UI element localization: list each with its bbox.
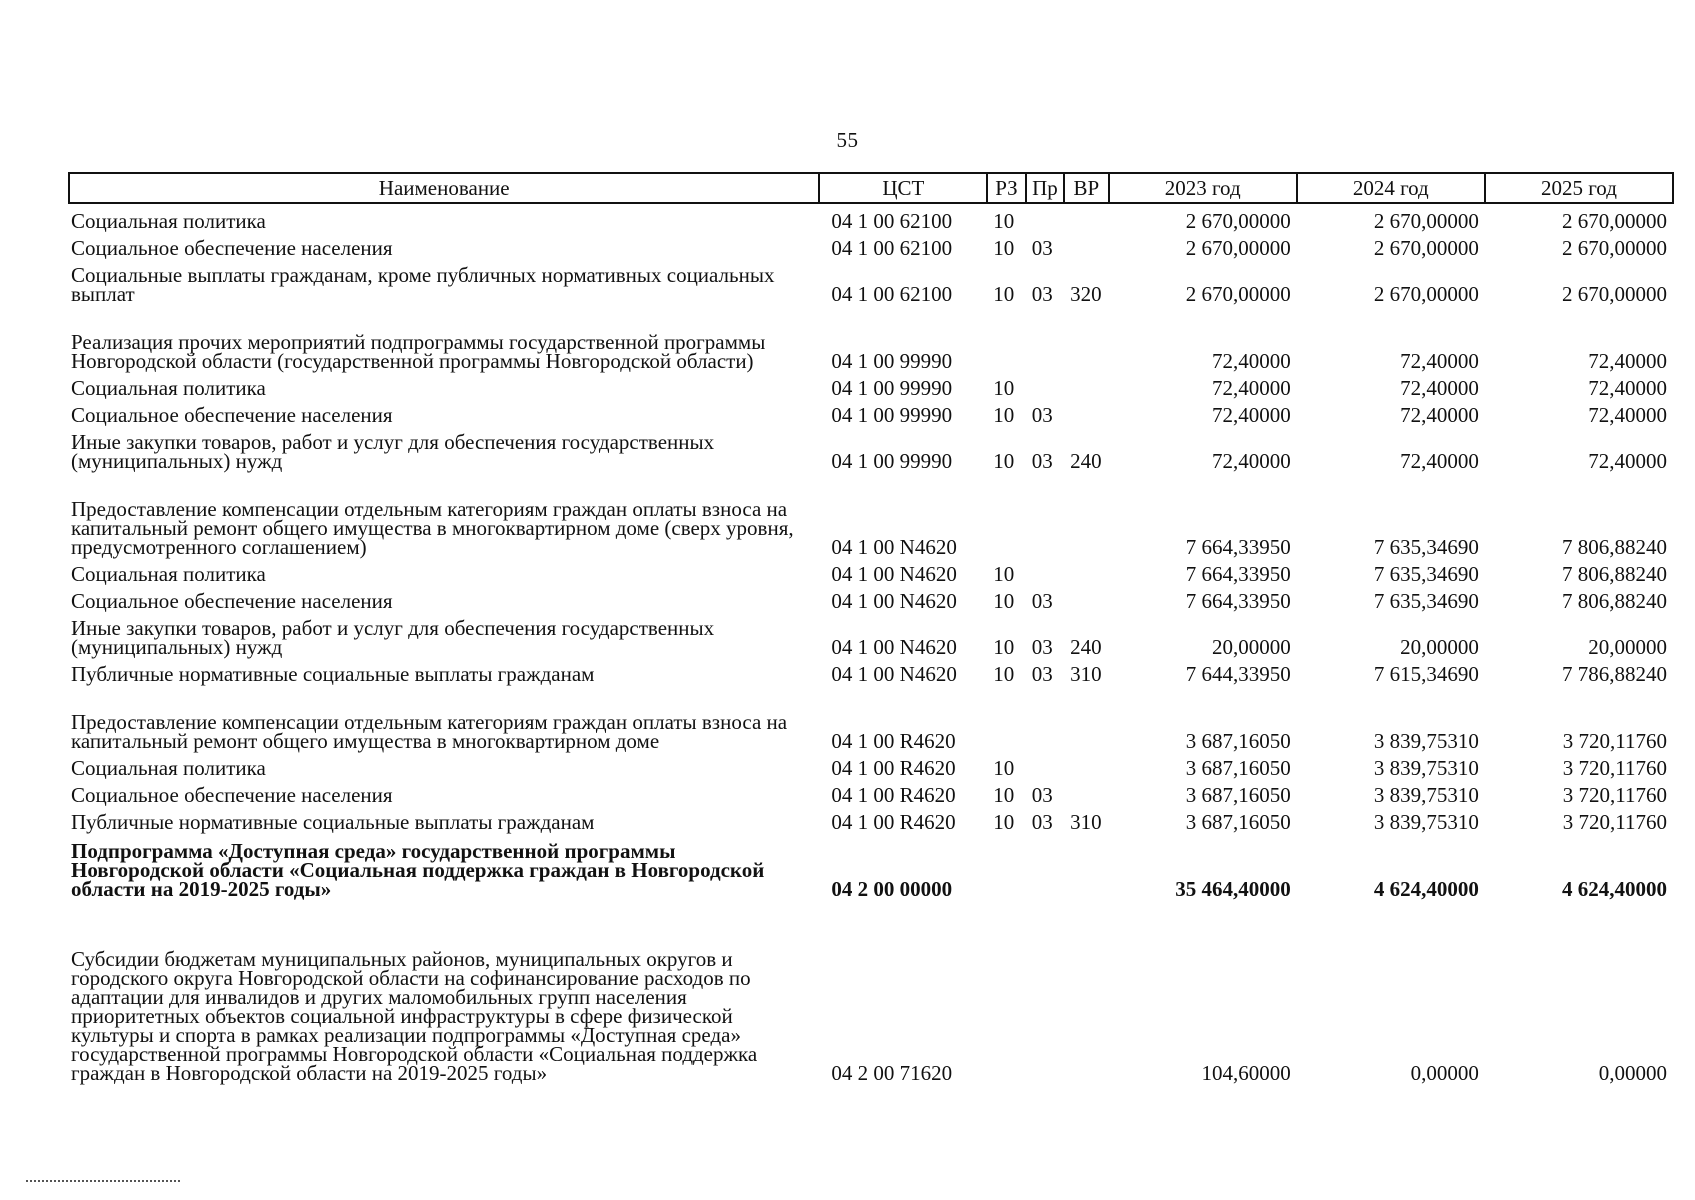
cell-2023: 3 687,16050 <box>1185 756 1291 780</box>
cell-vr: 240 <box>1070 635 1102 659</box>
table-row <box>69 899 1673 1083</box>
cell-2023: 104,60000 <box>1201 1061 1291 1085</box>
cell-2024: 72,40000 <box>1400 449 1479 473</box>
cell-name: Социальная политика <box>71 562 266 586</box>
cell-cst: 04 1 00 R4620 <box>831 810 956 834</box>
cell-vr <box>1064 751 1108 778</box>
cell-2025: 7 806,88240 <box>1562 535 1667 559</box>
header-2024: 2024 год <box>1297 173 1485 203</box>
budget-table <box>68 172 1674 1083</box>
header-rz: РЗ <box>987 173 1025 203</box>
cell-cst: 04 2 00 00000 <box>831 877 953 901</box>
cell-2024: 72,40000 <box>1400 403 1479 427</box>
cell-pr: 03 <box>1031 662 1053 686</box>
cell-2024: 3 839,75310 <box>1373 783 1479 807</box>
cell-pr: 03 <box>1031 282 1053 306</box>
cell-2023: 72,40000 <box>1211 403 1291 427</box>
cell-2025: 3 720,11760 <box>1562 729 1667 753</box>
cell-2024: 3 839,75310 <box>1373 729 1479 753</box>
cell-cst: 04 1 00 R4620 <box>831 783 956 807</box>
cell-vr <box>1064 304 1108 371</box>
header-name: Наименование <box>69 173 819 203</box>
cell-2025: 7 806,88240 <box>1562 589 1667 613</box>
table-row <box>69 778 1673 805</box>
cell-name: Предоставление компенсации отдельным категориям граждан оплаты взноса на капитальный ремонт общего имущества в многоквартирном доме (сверх уровня, предусмотренного соглашением) <box>71 497 794 559</box>
cell-name: Подпрограмма «Доступная среда» государственной программы Новгородской области «Социальная поддержка граждан в Новгородской области на 2019-2025 годы» <box>71 839 765 901</box>
cell-2025: 72,40000 <box>1588 449 1667 473</box>
cell-name: Социальные выплаты гражданам, кроме публичных нормативных социальных выплат <box>71 263 775 306</box>
table-row <box>69 231 1673 258</box>
cell-pr <box>1026 304 1064 371</box>
cell-cst: 04 1 00 99990 <box>831 376 953 400</box>
cell-pr: 03 <box>1031 403 1053 427</box>
cell-cst: 04 1 00 N4620 <box>831 589 957 613</box>
cell-2023: 3 687,16050 <box>1185 783 1291 807</box>
cell-rz <box>987 832 1025 899</box>
cell-name: Реализация прочих мероприятий подпрограммы государственной программы Новгородской области (государственной программы Новгородской области) <box>71 330 766 373</box>
cell-name: Социальная политика <box>71 756 266 780</box>
cell-cst: 04 1 00 R4620 <box>831 729 956 753</box>
cell-pr: 03 <box>1031 449 1053 473</box>
cell-rz: 10 <box>993 589 1015 613</box>
cell-2023: 35 464,40000 <box>1175 877 1291 901</box>
table-row <box>69 557 1673 584</box>
cell-2023: 72,40000 <box>1211 349 1291 373</box>
cell-pr: 03 <box>1031 236 1053 260</box>
cell-vr <box>1064 231 1108 258</box>
cell-2024: 7 635,34690 <box>1373 535 1479 559</box>
cell-pr <box>1026 832 1064 899</box>
cell-2023: 7 664,33950 <box>1185 562 1291 586</box>
table-row <box>69 425 1673 471</box>
cell-name: Предоставление компенсации отдельным категориям граждан оплаты взноса на капитальный ремонт общего имущества в многоквартирном доме <box>71 710 788 753</box>
cell-2025: 3 720,11760 <box>1562 756 1667 780</box>
cell-vr <box>1064 557 1108 584</box>
cell-2025: 2 670,00000 <box>1562 282 1667 306</box>
cell-pr <box>1026 751 1064 778</box>
cell-vr <box>1064 584 1108 611</box>
cell-cst: 04 1 00 99990 <box>831 349 953 373</box>
table-row <box>69 203 1673 231</box>
cell-name: Социальная политика <box>71 209 266 233</box>
table-row <box>69 751 1673 778</box>
cell-cst: 04 1 00 99990 <box>831 403 953 427</box>
cell-2024: 72,40000 <box>1400 376 1479 400</box>
cell-2023: 72,40000 <box>1211 449 1291 473</box>
cell-vr <box>1064 398 1108 425</box>
cell-2024: 20,00000 <box>1400 635 1479 659</box>
header-2025: 2025 год <box>1485 173 1673 203</box>
cell-rz: 10 <box>993 562 1015 586</box>
cell-rz: 10 <box>993 783 1015 807</box>
table-body <box>69 203 1673 1083</box>
header-2023: 2023 год <box>1109 173 1297 203</box>
cell-pr <box>1026 899 1064 1083</box>
cell-rz: 10 <box>993 236 1015 260</box>
cell-vr: 240 <box>1070 449 1102 473</box>
cell-2025: 20,00000 <box>1588 635 1667 659</box>
cell-pr: 03 <box>1031 810 1053 834</box>
cell-2025: 7 786,88240 <box>1562 662 1667 686</box>
cell-pr <box>1026 203 1064 231</box>
cell-2024: 4 624,40000 <box>1373 877 1479 901</box>
table-row <box>69 657 1673 684</box>
cell-2025: 7 806,88240 <box>1562 562 1667 586</box>
cell-rz <box>987 304 1025 371</box>
table-row <box>69 471 1673 557</box>
table-row <box>69 832 1673 899</box>
cell-name: Публичные нормативные социальные выплаты гражданам <box>71 810 595 834</box>
cell-rz <box>987 471 1025 557</box>
page-number: 55 <box>836 128 859 152</box>
cell-2025: 2 670,00000 <box>1562 209 1667 233</box>
cell-vr <box>1064 832 1108 899</box>
cell-2025: 0,00000 <box>1598 1061 1667 1085</box>
cell-2024: 7 635,34690 <box>1373 562 1479 586</box>
table-header-row <box>69 173 1673 203</box>
cell-2024: 3 839,75310 <box>1373 756 1479 780</box>
cell-2024: 2 670,00000 <box>1373 282 1479 306</box>
cell-2025: 4 624,40000 <box>1562 877 1667 901</box>
cell-2024: 2 670,00000 <box>1373 236 1479 260</box>
cell-vr: 320 <box>1070 282 1102 306</box>
header-cst: ЦСТ <box>819 173 987 203</box>
table-row <box>69 684 1673 751</box>
cell-name: Публичные нормативные социальные выплаты гражданам <box>71 662 595 686</box>
cell-2025: 72,40000 <box>1588 403 1667 427</box>
cell-2023: 3 687,16050 <box>1185 810 1291 834</box>
cell-vr <box>1064 684 1108 751</box>
cell-cst: 04 1 00 99990 <box>831 449 953 473</box>
cell-2023: 2 670,00000 <box>1185 282 1291 306</box>
cell-rz: 10 <box>993 282 1015 306</box>
cell-cst: 04 1 00 R4620 <box>831 756 956 780</box>
table-row <box>69 304 1673 371</box>
cell-2023: 72,40000 <box>1211 376 1291 400</box>
cell-name: Субсидии бюджетам муниципальных районов, муниципальных округов и городского округа Новгородской области на софинансирование расходов по адаптации для инвалидов и других маломобильных групп населения приоритетных объектов социальной инфраструктуры в сфере физической культуры и спорта в рамках реализации подпрограммы «Доступная среда» государственной программы Новгородской области «Социальная поддержка граждан в Новгородской области на 2019-2025 годы» <box>71 947 758 1085</box>
table-row <box>69 584 1673 611</box>
table-row <box>69 371 1673 398</box>
cell-2024: 0,00000 <box>1410 1061 1479 1085</box>
cell-2025: 2 670,00000 <box>1562 236 1667 260</box>
cell-pr: 03 <box>1031 589 1053 613</box>
footer-rule <box>26 1180 180 1183</box>
cell-name: Иные закупки товаров, работ и услуг для обеспечения государственных (муниципальных) нужд <box>71 430 715 473</box>
cell-vr <box>1064 371 1108 398</box>
cell-cst: 04 2 00 71620 <box>831 1061 953 1085</box>
cell-cst: 04 1 00 62100 <box>831 236 953 260</box>
cell-rz: 10 <box>993 209 1015 233</box>
cell-vr <box>1064 778 1108 805</box>
cell-cst: 04 1 00 N4620 <box>831 535 957 559</box>
cell-2025: 72,40000 <box>1588 376 1667 400</box>
cell-2024: 72,40000 <box>1400 349 1479 373</box>
cell-vr: 310 <box>1070 810 1102 834</box>
table-row <box>69 805 1673 832</box>
cell-vr <box>1064 471 1108 557</box>
cell-cst: 04 1 00 62100 <box>831 209 953 233</box>
cell-rz: 10 <box>993 635 1015 659</box>
header-pr: Пр <box>1026 173 1064 203</box>
cell-pr <box>1026 684 1064 751</box>
cell-rz: 10 <box>993 756 1015 780</box>
cell-2023: 3 687,16050 <box>1185 729 1291 753</box>
cell-rz: 10 <box>993 403 1015 427</box>
cell-cst: 04 1 00 N4620 <box>831 562 957 586</box>
table-row <box>69 398 1673 425</box>
cell-2023: 2 670,00000 <box>1185 209 1291 233</box>
cell-2024: 3 839,75310 <box>1373 810 1479 834</box>
cell-2024: 7 615,34690 <box>1373 662 1479 686</box>
cell-rz: 10 <box>993 662 1015 686</box>
cell-name: Социальное обеспечение населения <box>71 403 393 427</box>
cell-rz <box>987 684 1025 751</box>
cell-name: Иные закупки товаров, работ и услуг для обеспечения государственных (муниципальных) нужд <box>71 616 715 659</box>
cell-2023: 2 670,00000 <box>1185 236 1291 260</box>
cell-2023: 7 644,33950 <box>1185 662 1291 686</box>
cell-vr: 310 <box>1070 662 1102 686</box>
cell-2025: 3 720,11760 <box>1562 810 1667 834</box>
cell-rz: 10 <box>993 449 1015 473</box>
cell-2025: 3 720,11760 <box>1562 783 1667 807</box>
header-vr: ВР <box>1064 173 1108 203</box>
cell-pr <box>1026 371 1064 398</box>
cell-name: Социальное обеспечение населения <box>71 236 393 260</box>
table-row <box>69 258 1673 304</box>
cell-pr: 03 <box>1031 783 1053 807</box>
cell-pr <box>1026 471 1064 557</box>
cell-pr <box>1026 557 1064 584</box>
cell-cst: 04 1 00 62100 <box>831 282 953 306</box>
cell-pr: 03 <box>1031 635 1053 659</box>
cell-rz <box>987 899 1025 1083</box>
cell-2025: 72,40000 <box>1588 349 1667 373</box>
cell-2024: 7 635,34690 <box>1373 589 1479 613</box>
cell-name: Социальная политика <box>71 376 266 400</box>
cell-rz: 10 <box>993 810 1015 834</box>
cell-cst: 04 1 00 N4620 <box>831 662 957 686</box>
cell-2023: 20,00000 <box>1211 635 1291 659</box>
cell-vr <box>1064 899 1108 1083</box>
cell-rz: 10 <box>993 376 1015 400</box>
cell-name: Социальное обеспечение населения <box>71 589 393 613</box>
cell-2023: 7 664,33950 <box>1185 535 1291 559</box>
cell-vr <box>1064 203 1108 231</box>
cell-2023: 7 664,33950 <box>1185 589 1291 613</box>
cell-cst: 04 1 00 N4620 <box>831 635 957 659</box>
cell-name: Социальное обеспечение населения <box>71 783 393 807</box>
cell-2024: 2 670,00000 <box>1373 209 1479 233</box>
table-row <box>69 611 1673 657</box>
